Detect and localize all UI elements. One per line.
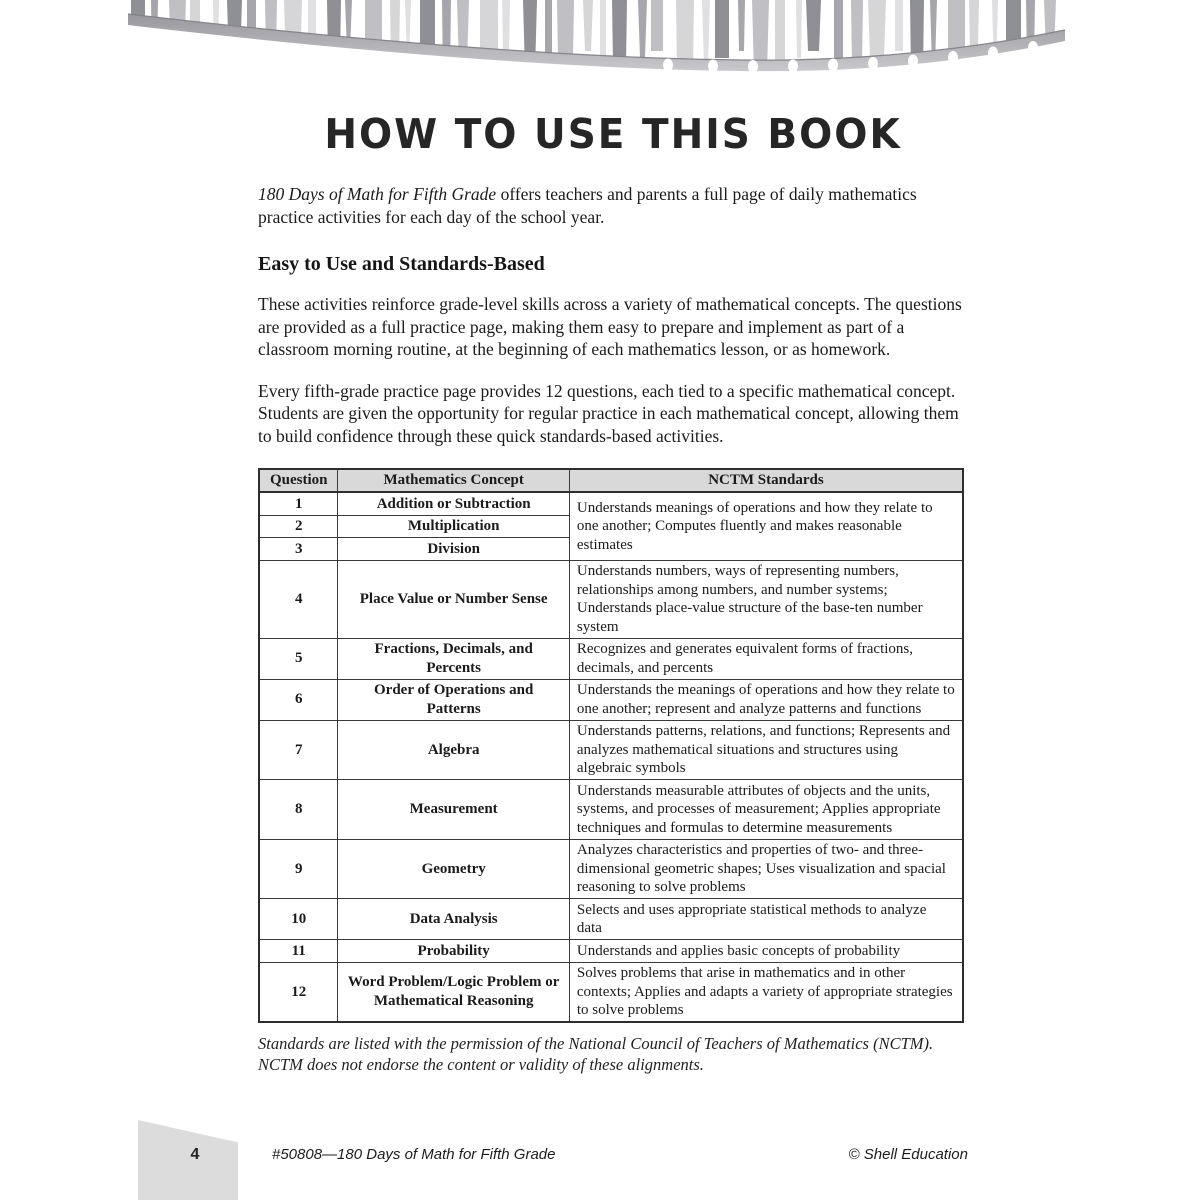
intro-text: offers teachers and parents a full page of daily mathematics practice activities for each day of the school year. <box>258 184 917 227</box>
decorative-stripes-graphic <box>128 0 1066 84</box>
standard-cell: Understands meanings of operations and how they relate to one another; Computes fluently and makes reasonable estimates <box>569 492 963 560</box>
question-cell: 9 <box>259 839 338 899</box>
table-row <box>259 962 963 1022</box>
table-row <box>259 899 963 940</box>
standard-cell: Understands the meanings of operations and how they relate to one another; represent and analyze patterns and functions <box>569 679 963 720</box>
question-cell: 8 <box>259 780 338 840</box>
concept-cell: Measurement <box>338 780 569 840</box>
table-row <box>259 492 963 515</box>
question-cell: 3 <box>259 538 338 561</box>
table-row <box>259 560 963 638</box>
table-header-row <box>259 469 963 492</box>
table-row <box>259 720 963 780</box>
page-title: HOW TO USE THIS BOOK <box>324 110 902 159</box>
concept-cell: Division <box>338 538 569 561</box>
standards-table <box>258 468 964 1023</box>
question-cell: 4 <box>259 560 338 638</box>
standard-cell: Understands measurable attributes of objects and the units, systems, and processes of measurement; Applies appropriate techniques and formulas to determine measurements <box>569 780 963 840</box>
question-cell: 11 <box>259 940 338 963</box>
nctm-permission-note: Standards are listed with the permission of the National Council of Teachers of Mathematics (NCTM). NCTM does not endorse the content or validity of these alignments. <box>258 1034 934 1074</box>
paragraph-practice-page: Every fifth-grade practice page provides 12 questions, each tied to a specific mathematical concept. Students are given the opportunity for regular practice in each mathematical concept, allowing them to build confidence through these quick standards-based activities. <box>258 380 959 446</box>
question-cell: 7 <box>259 720 338 780</box>
intro-paragraph <box>258 183 968 228</box>
concept-cell: Word Problem/Logic Problem or Mathematical Reasoning <box>338 962 569 1022</box>
question-cell: 12 <box>259 962 338 1022</box>
table-row <box>259 780 963 840</box>
question-cell: 10 <box>259 899 338 940</box>
question-cell: 1 <box>259 492 338 515</box>
section-heading: Easy to Use and Standards-Based <box>258 253 545 275</box>
question-cell: 5 <box>259 638 338 679</box>
standard-cell: Understands and applies basic concepts of probability <box>569 940 963 963</box>
standard-cell: Selects and uses appropriate statistical methods to analyze data <box>569 899 963 940</box>
footer-publisher: © Shell Education <box>848 1146 968 1163</box>
standard-cell: Solves problems that arise in mathematics and in other contexts; Applies and adapts a variety of appropriate strategies to solve problems <box>569 962 963 1022</box>
footer-page-number: 4 <box>190 1146 200 1163</box>
concept-cell: Place Value or Number Sense <box>338 560 569 638</box>
book-title-italic: 180 Days of Math for Fifth Grade <box>258 184 497 204</box>
question-cell: 6 <box>259 679 338 720</box>
standard-cell: Analyzes characteristics and properties of two- and three-dimensional geometric shapes; Uses visualization and spacial reasoning to solve problems <box>569 839 963 899</box>
standard-cell: Recognizes and generates equivalent forms of fractions, decimals, and percents <box>569 638 963 679</box>
header-concept: Mathematics Concept <box>338 469 569 492</box>
header-question: Question <box>259 469 338 492</box>
concept-cell: Data Analysis <box>338 899 569 940</box>
standard-cell: Understands patterns, relations, and functions; Represents and analyzes mathematical situations and structures using algebraic symbols <box>569 720 963 780</box>
page-content <box>258 112 968 1075</box>
concept-cell: Algebra <box>338 720 569 780</box>
concept-cell: Order of Operations and Patterns <box>338 679 569 720</box>
footer-book-id: #50808—180 Days of Math for Fifth Grade <box>272 1146 556 1163</box>
concept-cell: Multiplication <box>338 515 569 538</box>
table-row <box>259 940 963 963</box>
concept-cell: Geometry <box>338 839 569 899</box>
table-row <box>259 638 963 679</box>
concept-cell: Fractions, Decimals, and Percents <box>338 638 569 679</box>
standard-cell: Understands numbers, ways of representing numbers, relationships among numbers, and number systems; Understands place-value structure of the base-ten number system <box>569 560 963 638</box>
concept-cell: Addition or Subtraction <box>338 492 569 515</box>
table-row <box>259 679 963 720</box>
concept-cell: Probability <box>338 940 569 963</box>
table-row <box>259 839 963 899</box>
paragraph-standards-based: These activities reinforce grade-level skills across a variety of mathematical concepts. The questions are provided as a full practice page, making them easy to prepare and implement as part of a classroom morning routine, at the beginning of each mathematics lesson, or as homework. <box>258 294 962 359</box>
header-standards: NCTM Standards <box>569 469 963 492</box>
question-cell: 2 <box>259 515 338 538</box>
